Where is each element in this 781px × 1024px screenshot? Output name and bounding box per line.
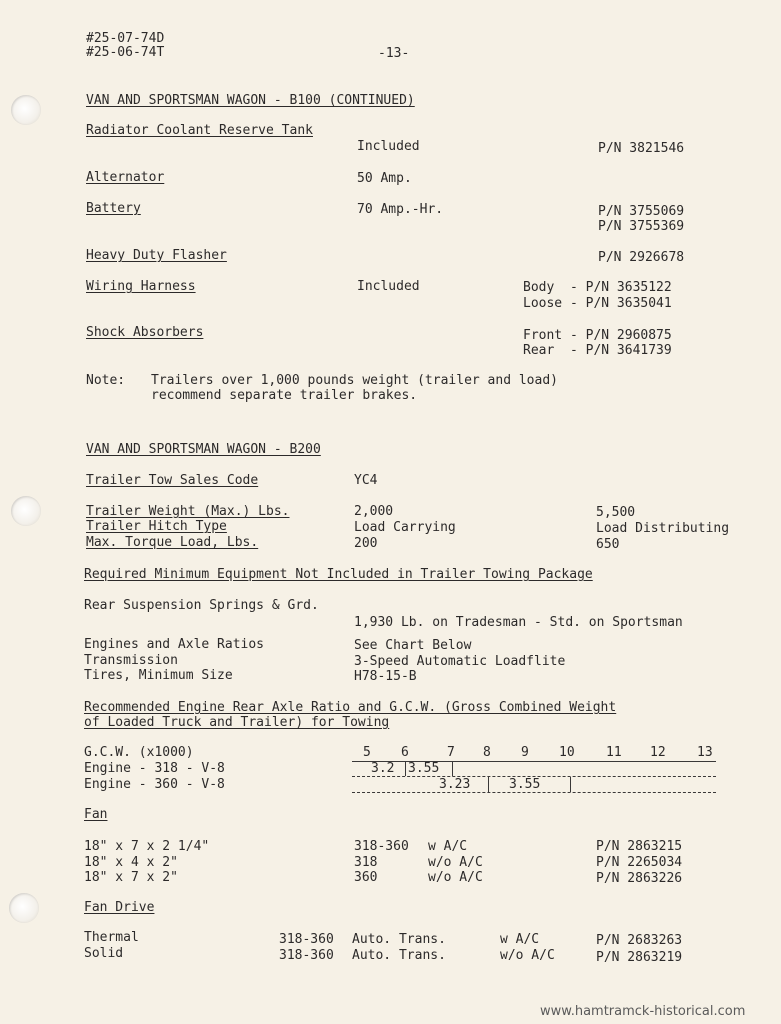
fan-drive-ac: w A/C xyxy=(500,932,540,947)
scale-5: 5 xyxy=(363,745,371,760)
tires-label: Tires, Minimum Size xyxy=(84,668,233,683)
engine-318-divider-2 xyxy=(452,761,453,776)
fan-drive-trans: Auto. Trans. xyxy=(352,932,446,947)
fan-drive-trans: Auto. Trans. xyxy=(352,948,446,963)
hitch-type-distributing: Load Distributing xyxy=(596,521,730,536)
fan-ac: w/o A/C xyxy=(428,855,483,870)
note-line-1: Trailers over 1,000 pounds weight (trailer and load) xyxy=(151,373,558,388)
engine-360-rule xyxy=(352,792,716,793)
page-number: -13- xyxy=(378,46,410,61)
fan-engine: 318-360 xyxy=(354,839,409,854)
hitch-type-carrying: Load Carrying xyxy=(354,520,456,535)
engine-318-label: Engine - 318 - V-8 xyxy=(84,761,225,776)
fan-size: 18" x 7 x 2" xyxy=(84,870,178,885)
trailer-weight-distributing: 5,500 xyxy=(596,505,636,520)
scale-10: 10 xyxy=(559,745,575,760)
fan-ac: w A/C xyxy=(428,839,468,854)
recommended-line-1: Recommended Engine Rear Axle Ratio and G.C.W. (Gross Combined Weight xyxy=(84,700,617,715)
doc-code-1: #25-07-74D xyxy=(86,31,165,46)
scale-12: 12 xyxy=(650,745,666,760)
transmission-value: 3-Speed Automatic Loadflite xyxy=(354,654,566,669)
engine-360-divider-1 xyxy=(488,777,489,792)
sales-code-label: Trailer Tow Sales Code xyxy=(86,473,259,488)
trailer-weight-label: Trailer Weight (Max.) Lbs. xyxy=(86,504,290,519)
engine-318-ratio-1: 3.2 xyxy=(371,761,395,776)
hitch-type-label: Trailer Hitch Type xyxy=(86,519,227,534)
note-line-2: recommend separate trailer brakes. xyxy=(151,388,418,403)
engines-value: See Chart Below xyxy=(354,638,472,653)
torque-label: Max. Torque Load, Lbs. xyxy=(86,535,259,550)
gcw-label: G.C.W. (x1000) xyxy=(84,745,194,760)
fan-drive-ac: w/o A/C xyxy=(500,948,555,963)
binder-hole-bottom xyxy=(9,893,39,923)
radiator-pn: P/N 3821546 xyxy=(598,141,685,156)
wiring-loose-pn: Loose - P/N 3635041 xyxy=(523,296,672,311)
tires-value: H78-15-B xyxy=(354,669,417,684)
required-equipment-title: Required Minimum Equipment Not Included in Trailer Towing Package xyxy=(84,567,593,582)
scale-6: 6 xyxy=(401,745,409,760)
flasher-pn: P/N 2926678 xyxy=(598,250,685,265)
shock-rear-pn: Rear - P/N 3641739 xyxy=(523,343,672,358)
shock-label: Shock Absorbers xyxy=(86,325,204,340)
fan-size: 18" x 7 x 2 1/4" xyxy=(84,839,210,854)
torque-carrying: 200 xyxy=(354,536,378,551)
battery-label: Battery xyxy=(86,201,141,216)
battery-value: 70 Amp.-Hr. xyxy=(357,202,444,217)
fan-drive-title: Fan Drive xyxy=(84,900,155,915)
fan-drive-engine: 318-360 xyxy=(279,932,334,947)
fan-size: 18" x 4 x 2" xyxy=(84,855,178,870)
binder-hole-top xyxy=(11,95,41,125)
fan-drive-pn: P/N 2683263 xyxy=(596,933,683,948)
springs-label: Rear Suspension Springs & Grd. xyxy=(84,598,319,613)
section-title-b200: VAN AND SPORTSMAN WAGON - B200 xyxy=(86,442,321,457)
radiator-label: Radiator Coolant Reserve Tank xyxy=(86,123,313,138)
fan-engine: 360 xyxy=(354,870,378,885)
engine-360-divider-2 xyxy=(570,777,571,792)
fan-drive-type: Solid xyxy=(84,946,124,961)
fan-pn: P/N 2863215 xyxy=(596,839,683,854)
scale-7: 7 xyxy=(447,745,455,760)
shock-front-pn: Front - P/N 2960875 xyxy=(523,328,672,343)
engine-318-ratio-2: 3.55 xyxy=(408,761,440,776)
trailer-weight-carrying: 2,000 xyxy=(354,504,394,519)
fan-pn: P/N 2863226 xyxy=(596,871,683,886)
transmission-label: Transmission xyxy=(84,653,178,668)
sales-code-value: YC4 xyxy=(354,473,378,488)
engine-360-ratio-2: 3.55 xyxy=(509,777,541,792)
scale-13: 13 xyxy=(697,745,713,760)
flasher-label: Heavy Duty Flasher xyxy=(86,248,227,263)
recommended-line-2: of Loaded Truck and Trailer) for Towing xyxy=(84,715,390,730)
watermark-url: www.hamtramck-historical.com xyxy=(540,1004,746,1019)
fan-ac: w/o A/C xyxy=(428,870,483,885)
fan-title: Fan xyxy=(84,807,108,822)
section-title-b100: VAN AND SPORTSMAN WAGON - B100 (CONTINUED) xyxy=(86,93,415,108)
fan-pn: P/N 2265034 xyxy=(596,855,683,870)
radiator-value: Included xyxy=(357,139,420,154)
engine-318-divider-1 xyxy=(405,761,406,776)
scale-11: 11 xyxy=(606,745,622,760)
wiring-body-pn: Body - P/N 3635122 xyxy=(523,280,672,295)
battery-pn-2: P/N 3755369 xyxy=(598,219,685,234)
chart-top-rule xyxy=(352,761,716,762)
battery-pn-1: P/N 3755069 xyxy=(598,204,685,219)
alternator-label: Alternator xyxy=(86,170,165,185)
doc-code-2: #25-06-74T xyxy=(86,45,165,60)
scale-9: 9 xyxy=(521,745,529,760)
note-label: Note: xyxy=(86,373,126,388)
wiring-label: Wiring Harness xyxy=(86,279,196,294)
alternator-value: 50 Amp. xyxy=(357,171,412,186)
engine-360-ratio-1: 3.23 xyxy=(439,777,471,792)
binder-hole-middle xyxy=(11,496,41,526)
fan-engine: 318 xyxy=(354,855,378,870)
scale-8: 8 xyxy=(483,745,491,760)
fan-drive-engine: 318-360 xyxy=(279,948,334,963)
springs-value: 1,930 Lb. on Tradesman - Std. on Sportsman xyxy=(354,615,683,630)
fan-drive-type: Thermal xyxy=(84,930,139,945)
fan-drive-pn: P/N 2863219 xyxy=(596,950,683,965)
engines-label: Engines and Axle Ratios xyxy=(84,637,265,652)
engine-360-label: Engine - 360 - V-8 xyxy=(84,777,225,792)
wiring-value: Included xyxy=(357,279,420,294)
torque-distributing: 650 xyxy=(596,537,620,552)
